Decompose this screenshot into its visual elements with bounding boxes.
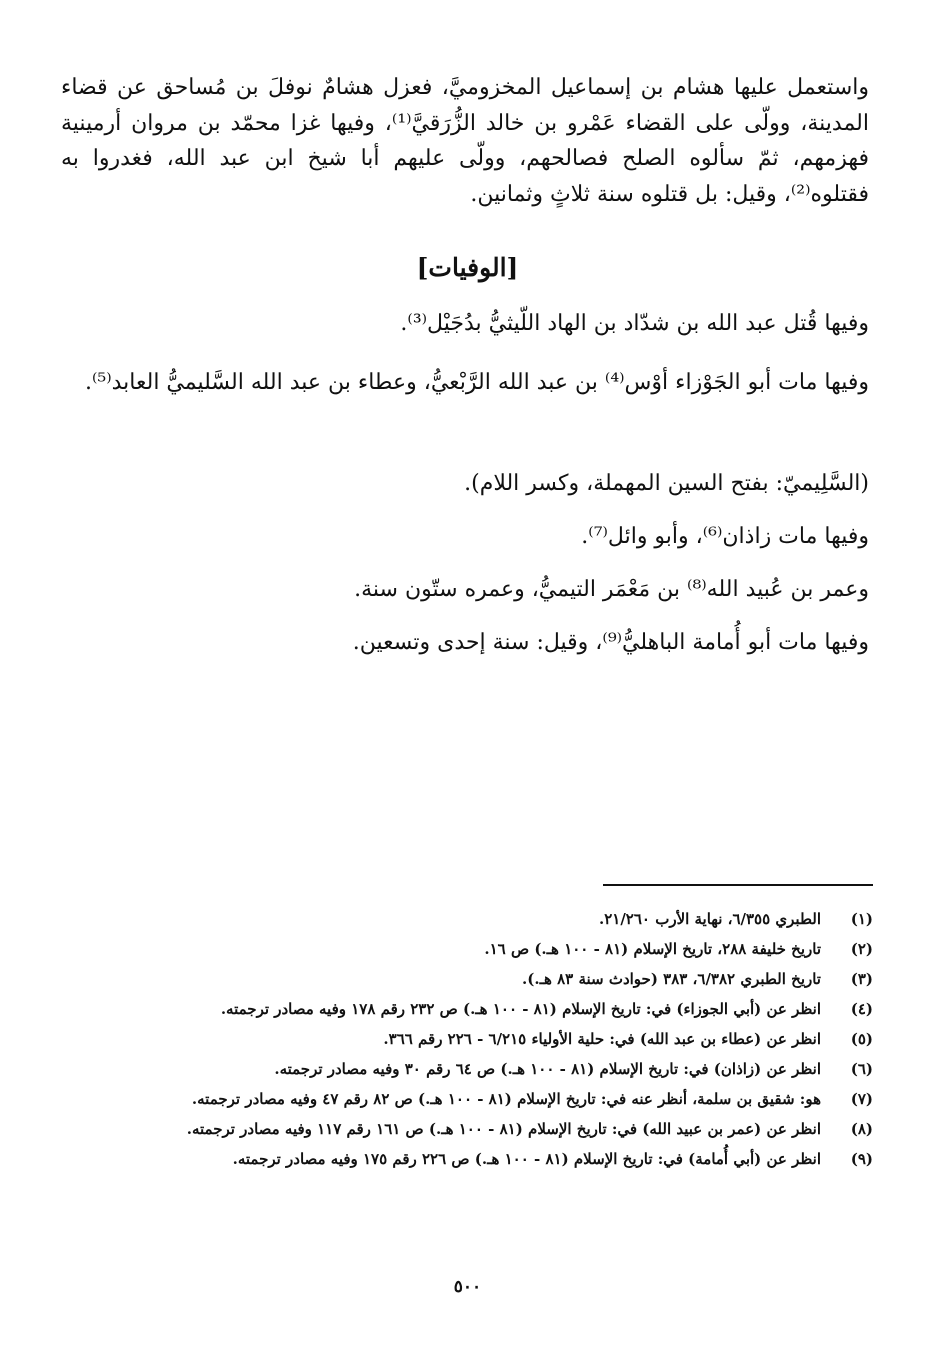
- footnote-number: (٧): [850, 1090, 873, 1108]
- death-entry: وفيها قُتل عبد الله بن شدّاد بن الهاد اللّيثيُّ بدُجَيْل⁽³⁾.: [400, 311, 869, 336]
- footnote-number: (٣): [850, 970, 873, 988]
- footnote-number: (١): [850, 910, 873, 928]
- footnote-text: انظر عن (زاذان) في: تاريخ الإسلام (٨١ - ١٠٠ هـ.) ص ٦٤ رقم ٣٠ وفيه مصادر ترجمته.: [274, 1060, 821, 1078]
- footnote: [63, 934, 873, 964]
- footnote: [63, 904, 873, 934]
- intro-paragraph-block: [61, 70, 869, 212]
- intro-paragraph: واستعمل عليها هشام بن إسماعيل المخزوميَّ، فعزل هشامٌ نوفلَ بن مُساحق عن قضاء المدينة، وولّى على القضاء عَمْرو بن خالد الزُّرَقيَّ⁽¹⁾، وفيها غزا محمّد بن مروان أرمينية فهزمهم، ثمّ سألوه الصلح فصالحهم، وولّى عليهم أبا شيخ ابن عبد الله، فغدروا به فقتلوه⁽²⁾، وقيل: بل قتلوه سنة ثلاثٍ وثمانين.: [61, 75, 869, 207]
- section-title: [الوفيات]: [416, 253, 519, 282]
- footnote-number: (٤): [850, 1000, 873, 1018]
- footnote-number: (٦): [850, 1060, 873, 1078]
- footnote-text: انظر عن (أبي أُمامة) في: تاريخ الإسلام (٨١ - ١٠٠ هـ.) ص ٢٢٦ رقم ١٧٥ وفيه مصادر ترجمته.: [232, 1150, 821, 1168]
- footnote-text: انظر عن (عطاء بن عبد الله) في: حلية الأولياء ٦/٢١٥ - ٢٢٦ رقم ٣٦٦.: [383, 1030, 821, 1048]
- footnote-text: الطبري ٦/٣٥٥، نهاية الأرب ٢١/٢٦٠.: [598, 910, 821, 928]
- footnote-text: انظر عن (أبي الجوزاء) في: تاريخ الإسلام (٨١ - ١٠٠ هـ.) ص ٢٣٢ رقم ١٧٨ وفيه مصادر ترجمته.: [220, 1000, 821, 1018]
- death-entry: وفيها مات أبو الجَوْزاء أوْس⁽⁴⁾ بن عبد الله الرَّبْعيُّ، وعطاء بن عبد الله السَّليميُّ العابد⁽⁵⁾.: [84, 370, 869, 395]
- footnote-divider: [603, 884, 873, 886]
- footnote: [63, 1054, 873, 1084]
- death-entry: وعمر بن عُبيد الله⁽⁸⁾ بن مَعْمَر التيميُّ، وعمره ستّون سنة.: [354, 577, 869, 602]
- footnote: [63, 1144, 873, 1174]
- footnote: [63, 1114, 873, 1144]
- footnote: [63, 964, 873, 994]
- footnote-text: هو: شقيق بن سلمة، أنظر عنه في: تاريخ الإسلام (٨١ - ١٠٠ هـ.) ص ٨٢ رقم ٤٧ وفيه مصادر ترجمته.: [191, 1090, 821, 1108]
- footnote: [63, 1024, 873, 1054]
- footnote-number: (٩): [850, 1150, 873, 1168]
- page-number: ٥٠٠: [453, 1277, 482, 1297]
- footnote-number: (٢): [850, 940, 873, 958]
- footnote-text: تاريخ خليفة ٢٨٨، تاريخ الإسلام (٨١ - ١٠٠ هـ.) ص ١٦.: [484, 940, 821, 958]
- footnote-text: تاريخ الطبري ٦/٣٨٢، ٣٨٣ (حوادث سنة ٨٣ هـ.).: [522, 970, 821, 988]
- footnote: [63, 1084, 873, 1114]
- footnote-number: (٨): [850, 1120, 873, 1138]
- footnote: [63, 994, 873, 1024]
- footnotes-list: [63, 904, 873, 1174]
- death-entry-note: (السَّلِيميّ: بفتح السين المهملة، وكسر اللام).: [464, 471, 869, 496]
- footnote-number: (٥): [850, 1030, 873, 1048]
- footnote-text: انظر عن (عمر بن عبيد الله) في: تاريخ الإسلام (٨١ - ١٠٠ هـ.) ص ١٦١ رقم ١١٧ وفيه مصادر ترجمته.: [186, 1120, 821, 1138]
- death-entry: وفيها مات زاذان⁽⁶⁾، وأبو وائل⁽⁷⁾.: [581, 524, 869, 549]
- death-entry: وفيها مات أبو أُمامة الباهليُّ⁽⁹⁾، وقيل: سنة إحدى وتسعين.: [352, 630, 869, 655]
